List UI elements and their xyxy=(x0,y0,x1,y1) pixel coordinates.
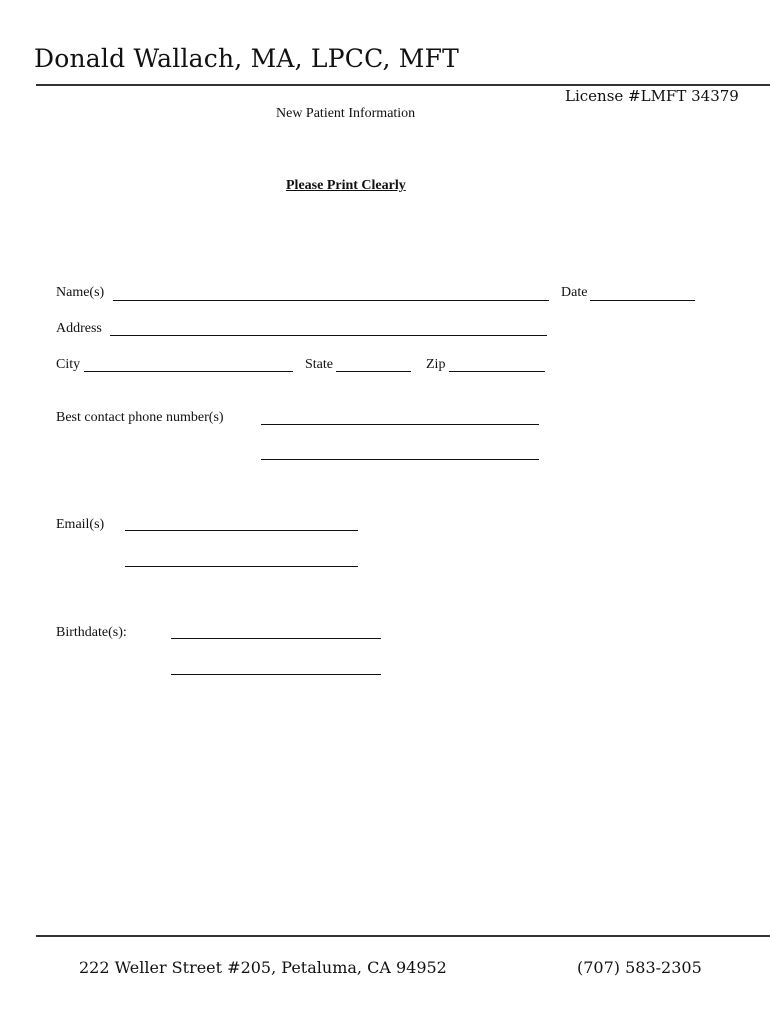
office-phone: (707) 583-2305 xyxy=(577,958,702,977)
email-field-1[interactable] xyxy=(125,530,358,531)
zip-field[interactable] xyxy=(449,371,545,372)
email-label: Email(s) xyxy=(56,517,105,532)
phone-label: Best contact phone number(s) xyxy=(56,410,224,425)
print-instruction: Please Print Clearly xyxy=(286,178,406,193)
footer-divider xyxy=(36,935,770,937)
address-field[interactable] xyxy=(110,335,547,336)
email-field-2[interactable] xyxy=(125,566,358,567)
date-field[interactable] xyxy=(590,300,695,301)
state-field[interactable] xyxy=(336,371,411,372)
address-label: Address xyxy=(56,321,102,336)
license-number: License #LMFT 34379 xyxy=(565,87,739,105)
birthdate-field-1[interactable] xyxy=(171,638,381,639)
birthdate-field-2[interactable] xyxy=(171,674,381,675)
phone-field-2[interactable] xyxy=(261,459,539,460)
state-label: State xyxy=(305,357,333,372)
practitioner-name: Donald Wallach, MA, LPCC, MFT xyxy=(34,44,460,73)
birthdate-label: Birthdate(s): xyxy=(56,625,127,640)
header-divider xyxy=(36,84,770,86)
zip-label: Zip xyxy=(426,357,446,372)
date-label: Date xyxy=(561,285,588,300)
form-title: New Patient Information xyxy=(276,106,416,121)
office-address: 222 Weller Street #205, Petaluma, CA 94952 xyxy=(79,958,447,977)
city-field[interactable] xyxy=(84,371,293,372)
names-label: Name(s) xyxy=(56,285,105,300)
city-label: City xyxy=(56,357,81,372)
phone-field-1[interactable] xyxy=(261,424,539,425)
names-field[interactable] xyxy=(113,300,549,301)
